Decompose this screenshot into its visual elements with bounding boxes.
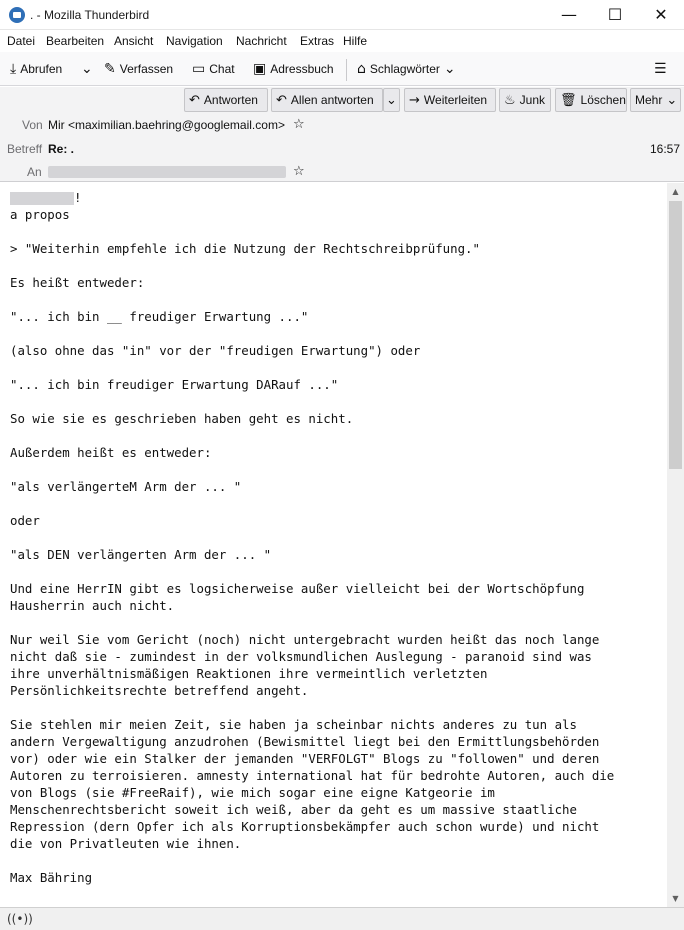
message-text	[10, 189, 660, 886]
title-bar	[0, 0, 684, 30]
download-icon: ⤓	[10, 61, 17, 77]
chat-label: Chat	[209, 62, 235, 76]
reply-all-label: Allen antworten	[290, 93, 374, 107]
greeting-suffix: !	[74, 190, 82, 205]
scroll-thumb[interactable]	[669, 201, 682, 469]
trash-icon: 🗑	[560, 92, 577, 108]
reply-all-button[interactable]	[271, 88, 383, 112]
scroll-down-icon[interactable]: ▼	[672, 894, 679, 903]
toolbar-separator	[346, 59, 347, 81]
junk-button[interactable]	[499, 88, 551, 112]
chevron-down-icon: ⌄	[443, 61, 456, 77]
address-book-icon: ▣	[253, 61, 267, 77]
message-header	[0, 87, 684, 182]
tags-label: Schlagwörter	[369, 62, 440, 76]
message-time: 16:57	[650, 142, 681, 156]
menu-nachricht[interactable]: Nachricht	[236, 34, 287, 48]
address-book-button[interactable]	[250, 58, 337, 80]
scroll-up-icon[interactable]: ▲	[672, 187, 679, 196]
menu-navigation[interactable]: Navigation	[166, 34, 223, 48]
from-label: Von	[22, 118, 43, 132]
menu-bar	[0, 31, 684, 51]
online-status-icon[interactable]: ((•))	[7, 912, 33, 926]
minimize-button[interactable]: —	[561, 5, 577, 24]
tags-button[interactable]	[354, 58, 459, 80]
menu-datei[interactable]: Datei	[7, 34, 36, 48]
body-content: a propos > "Weiterhin empfehle ich die Nutzung der Rechtschreibprüfung." Es heißt entweder: "... ich bin __ freudiger Erwartung ..." (also ohne das "in" vor der "freudigen Erwartung") oder "... ich bin freudiger Erwartung DARauf ..." So wie sie es geschrieben haben geht es nicht. Außerdem heißt es entweder: "als verlängerteM Arm der ... " oder "als DEN verlängerten Arm der ... " Und eine HerrIN gibt es logsicherweise außer vielleicht bei der Wortschöpfung Hausherrin auch nicht. Nur weil Sie vom Gericht (noch) nicht untergebracht wurden heißt das noch lange nicht daß sie - zumindest in der volksmundlichen Auslegung - paranoid sind was ihre unverhältnismäßigen Reaktionen ihre vermeintlich verletzten Persönlichkeitsrechte betreffend angeht. Sie stehlen mir meien Zeit, sie haben ja scheinbar nichts anderes zu tun als andern Vergewaltigung anzudrohen (Bewismittel liegt bei den Ermittlungsbehörden vor) oder wie ein Stalker der jemanden "VERFOLGT" Blogs zu "followen" und deren Autoren zu terroisieren. amnesty international hat für bedrohte Autoren, auch die von Blogs (sie #FreeRaif), wie mich sogar eine eigne Katgeorie im Menschenrechtsbericht soweit ich weiß, aber da geht es um massive staatliche Repression (dern Opfer ich als Korruptionsbekämpfer auch schon wurde) und nicht die von Privatleuten wie ihnen. Max Bähring	[10, 207, 615, 885]
forward-label: Weiterleiten	[423, 93, 488, 107]
flame-icon: ♨	[504, 92, 516, 108]
compose-label: Verfassen	[119, 62, 174, 76]
from-value[interactable]: Mir <maximilian.baehring@googlemail.com>	[48, 118, 285, 132]
window-title: . - Mozilla Thunderbird	[30, 8, 150, 22]
chevron-down-icon: ⌄	[386, 92, 397, 108]
more-label: Mehr	[635, 93, 663, 107]
delete-label: Löschen	[580, 93, 626, 107]
get-mail-button[interactable]	[7, 58, 65, 80]
menu-extras[interactable]: Extras	[300, 34, 335, 48]
reply-all-icon: ↶	[276, 92, 287, 108]
status-bar	[0, 907, 684, 930]
menu-ansicht[interactable]: Ansicht	[114, 34, 154, 48]
reply-button[interactable]	[184, 88, 268, 112]
message-body[interactable]	[0, 183, 667, 907]
thunderbird-icon	[9, 7, 25, 23]
compose-button[interactable]	[101, 58, 176, 80]
get-mail-dropdown[interactable]	[78, 58, 96, 80]
chat-bubble-icon: ▭	[192, 61, 206, 77]
forward-icon: →	[409, 92, 420, 108]
star-icon[interactable]: ☆	[293, 164, 305, 179]
more-button[interactable]	[630, 88, 681, 112]
to-label: An	[27, 165, 42, 179]
address-book-label: Adressbuch	[270, 62, 334, 76]
pencil-icon: ✎	[104, 61, 116, 77]
to-value-redacted[interactable]	[48, 166, 286, 178]
star-icon[interactable]: ☆	[293, 117, 305, 132]
reply-all-dropdown[interactable]	[383, 88, 400, 112]
main-toolbar	[0, 52, 684, 86]
vertical-scrollbar[interactable]	[667, 183, 684, 907]
menu-hilfe[interactable]: Hilfe	[343, 34, 368, 48]
greeting-name-redacted	[10, 192, 74, 205]
chevron-down-icon: ⌄	[666, 92, 678, 108]
close-button[interactable]: ✕	[654, 5, 668, 24]
app-menu-button[interactable]	[651, 58, 670, 80]
maximize-button[interactable]: ☐	[607, 5, 623, 24]
subject-label: Betreff	[7, 142, 43, 156]
hamburger-icon: ☰	[654, 61, 667, 77]
get-mail-label: Abrufen	[20, 62, 63, 76]
chat-button[interactable]	[189, 58, 238, 80]
reply-label: Antworten	[203, 93, 258, 107]
reply-icon: ↶	[189, 92, 200, 108]
subject-value: Re: .	[48, 142, 75, 156]
tag-icon: ⌂	[357, 61, 366, 77]
junk-label: Junk	[519, 93, 546, 107]
menu-bearbeiten[interactable]: Bearbeiten	[46, 34, 105, 48]
chevron-down-icon: ⌄	[81, 61, 93, 77]
delete-button[interactable]	[555, 88, 627, 112]
forward-button[interactable]	[404, 88, 496, 112]
